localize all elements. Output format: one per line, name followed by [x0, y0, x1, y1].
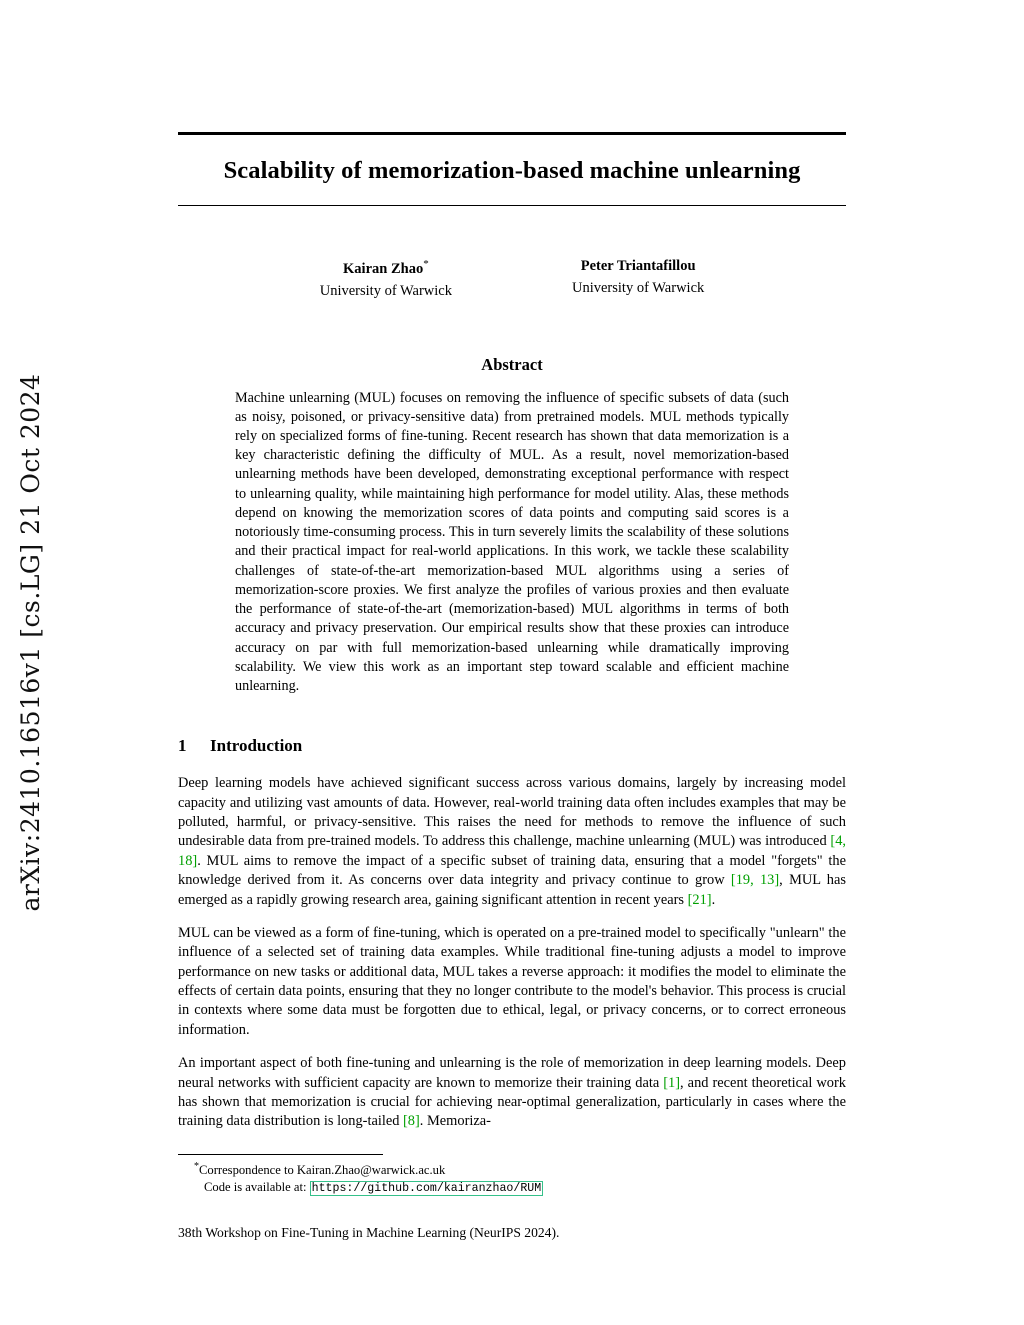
author-affiliation-2: University of Warwick — [572, 279, 705, 296]
paragraph-3: An important aspect of both fine-tuning and unlearning is the role of memorization in deep learning models. Deep neural networks with sufficient capacity are known to memorize their training data [1], and recent theoretical work has shown that memorization is crucial for achieving near-optimal generalization, particularly in cases where the training data distribution is long-tailed [8]. Memoriza- — [178, 1055, 846, 1130]
citation-link[interactable]: [4, 18] — [178, 833, 846, 869]
arxiv-stamp — [0, 0, 60, 1325]
section-heading-introduction — [178, 736, 846, 756]
arxiv-stamp-text: arXiv:2410.16516v1 [cs.LG] 21 Oct 2024 — [15, 373, 45, 912]
footnote-correspondence-text: Correspondence to Kairan.Zhao@warwick.ac.uk — [199, 1162, 446, 1177]
author-name-2: Peter Triantafillou — [580, 258, 696, 275]
footnote-code — [178, 1180, 846, 1195]
citation-link[interactable]: [8] — [403, 1113, 420, 1130]
footnote-separator — [178, 1154, 383, 1155]
paragraph-2: MUL can be viewed as a form of fine-tuning, which is operated on a pre-trained model to specifically "unlearn" the influence of a selected set of training data examples. While traditional fine-tuning adjusts a model to improve performance on new tasks or additional data, MUL takes a reverse approach: it modifies the model to eliminate the effects of certain data points, ensuring that they no longer contribute to the model's behavior. This process is crucial in contexts where some data must be forgotten due to ethical, legal, or privacy concerns, or to correct erroneous information. — [178, 924, 846, 1038]
abstract-heading: Abstract — [481, 354, 543, 374]
code-url-link[interactable]: https://github.com/kairanzhao/RUM — [311, 1182, 542, 1196]
author-block-1 — [320, 256, 452, 302]
citation-link[interactable]: [19, 13] — [730, 872, 780, 889]
author-list — [178, 256, 846, 302]
section-number: 1 — [178, 736, 187, 756]
citation-link[interactable]: [1] — [663, 1074, 681, 1091]
author-affiliation-1: University of Warwick — [319, 282, 452, 299]
paragraph-1: Deep learning models have achieved significant success across various domains, largely by increasing model capacity and utilizing vast amounts of data. However, real-world training data often includes examples that may be polluted, harmful, or privacy-sensitive. This raises the need for methods to remove the influence of such undesirable data from pre-trained models. To address this challenge, machine unlearning (MUL) was introduced [4, 18]. MUL aims to remove the impact of a specific subset of training data, ensuring that a model "forgets" the knowledge derived from it. As concerns over data integrity and privacy continue to grow [19, 13], MUL has emerged as a rapidly growing research area, gaining significant attention in recent years [21]. — [178, 775, 846, 908]
title-rule-bottom — [178, 205, 846, 206]
footnote-marker: * — [194, 1160, 199, 1172]
page-title: Scalability of memorization-based machine unlearning — [223, 157, 801, 184]
section-title: Introduction — [210, 736, 303, 756]
citation-link[interactable]: [21] — [687, 891, 712, 908]
footnote-code-label: Code is available at: — [204, 1180, 310, 1195]
title-rule-top — [178, 132, 846, 135]
author-block-2 — [572, 256, 704, 302]
author-name-1: Kairan Zhao* — [343, 258, 429, 278]
footnote-correspondence — [178, 1160, 846, 1179]
paper-page — [178, 0, 846, 1325]
abstract-text: Machine unlearning (MUL) focuses on removing the influence of specific subsets of data (such as noisy, poisoned, or privacy-sensitive data) from pretrained models. MUL methods typically rely on specialized forms of fine-tuning. Recent research has shown that data memorization is a key characteristic defining the difficulty of MUL. As a result, novel memorization-based unlearning methods have been developed, demonstrating exceptional performance with respect to unlearning quality, while maintaining high performance for model utility. Alas, these methods depend on knowing the memorization scores of data points and computing said scores is a notoriously time-consuming process. This in turn severely limits the scalability of these solutions and their practical impact for real-world applications. In this work, we tackle these scalability challenges of state-of-the-art memorization-based MUL algorithms using a series of memorization-score proxies. We first analyze the profiles of various proxies and then evaluate the performance of state-of-the-art (memorization-based) MUL algorithms in terms of both accuracy and privacy preservation. Our empirical results show that these proxies can introduce accuracy on par with full memorization-based unlearning while dramatically improving scalability. We view this work as an important step toward scalable and efficient machine unlearning. — [235, 389, 789, 695]
venue-note: 38th Workshop on Fine-Tuning in Machine Learning (NeurIPS 2024). — [178, 1225, 560, 1241]
author-marker-1: * — [423, 258, 429, 271]
